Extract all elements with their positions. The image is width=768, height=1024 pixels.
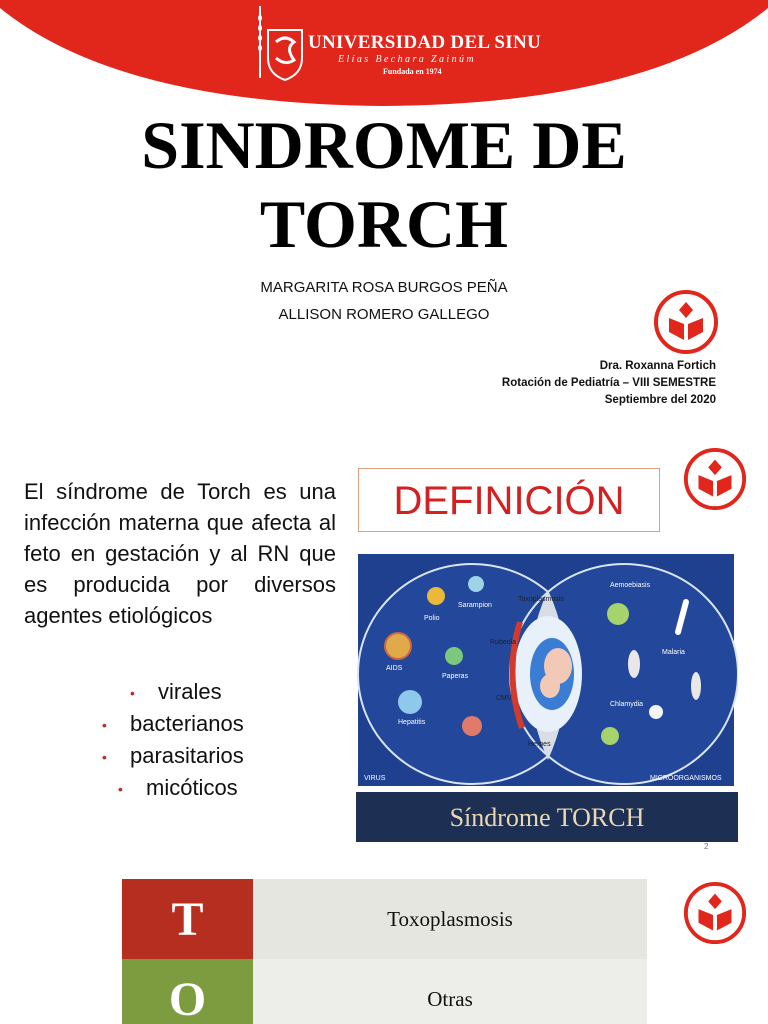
list-item	[124, 676, 244, 708]
virus-label: VIRUS	[364, 775, 386, 782]
acronym-word: Otras	[253, 959, 647, 1024]
acronym-letter: O	[122, 959, 253, 1024]
agent-label: bacterianos	[130, 711, 244, 736]
diagram-label: Sarampion	[458, 602, 492, 609]
university-subtitle: Elías Bechara Zainúm	[338, 54, 476, 65]
diagram-label: Chlamydia	[610, 701, 644, 708]
acronym-word: Toxoplasmosis	[253, 879, 647, 959]
title-line-1: SINDROME DE	[141, 107, 627, 183]
torch-acronym-table	[122, 879, 647, 1024]
diagram-label: Paperas	[442, 673, 469, 680]
author-name: ALLISON ROMERO GALLEGO	[278, 306, 490, 323]
presentation-title	[0, 106, 768, 264]
bullet-icon: •	[102, 749, 107, 765]
diagram-label: Toxoplasmosis	[518, 596, 564, 603]
advisor-date: Septiembre del 2020	[604, 394, 716, 406]
list-item	[96, 740, 244, 772]
list-item	[112, 772, 244, 804]
diagram-label: CMV	[496, 695, 512, 702]
university-badge-icon	[682, 446, 748, 512]
list-item	[96, 708, 244, 740]
university-badge-icon	[652, 288, 720, 356]
bullet-icon: •	[130, 685, 135, 701]
author-name: MARGARITA ROSA BURGOS PEÑA	[260, 279, 508, 296]
definition-heading: DEFINICIÓN	[393, 479, 625, 523]
university-badge-icon	[682, 880, 748, 946]
diagram-label: Polio	[424, 615, 440, 622]
diagram-label: Herpes	[528, 741, 551, 748]
diagram-label: Malaria	[662, 649, 685, 656]
bullet-icon: •	[102, 717, 107, 733]
diagram-label: Aemoebiasis	[610, 582, 651, 589]
table-row	[122, 959, 647, 1024]
agent-label: micóticos	[146, 775, 238, 800]
acronym-letter: T	[122, 879, 253, 959]
diagram-label: AIDS	[386, 665, 403, 672]
torch-diagram-image	[356, 550, 738, 842]
advisor-info	[502, 358, 716, 409]
agents-list	[96, 676, 244, 804]
torch-acronym-slide	[0, 862, 768, 1024]
microorganisms-label: MICROORGANISMOS	[650, 775, 722, 782]
image-caption: Síndrome TORCH	[449, 803, 645, 832]
agent-label: virales	[158, 679, 222, 704]
diagram-label: Hepatitis	[398, 719, 426, 726]
advisor-rotation: Rotación de Pediatría – VIII SEMESTRE	[501, 377, 716, 389]
definition-heading-box	[358, 468, 660, 532]
agent-label: parasitarios	[130, 743, 244, 768]
university-founded: Fundada en 1974	[383, 67, 442, 76]
title-line-2: TORCH	[259, 186, 509, 262]
definition-text: El síndrome de Torch es una infección materna que afecta al feto en gestación y al RN que es producida por diversos agentes etiológicos	[24, 479, 336, 628]
page-number: 2	[704, 842, 709, 851]
bullet-icon: •	[118, 781, 123, 797]
advisor-name: Dra. Roxanna Fortich	[599, 360, 716, 372]
diagram-label: Rubeola	[490, 639, 517, 646]
title-slide	[0, 0, 768, 438]
definition-slide	[0, 440, 768, 860]
university-name: UNIVERSIDAD DEL SINU	[308, 32, 541, 53]
table-row	[122, 879, 647, 959]
